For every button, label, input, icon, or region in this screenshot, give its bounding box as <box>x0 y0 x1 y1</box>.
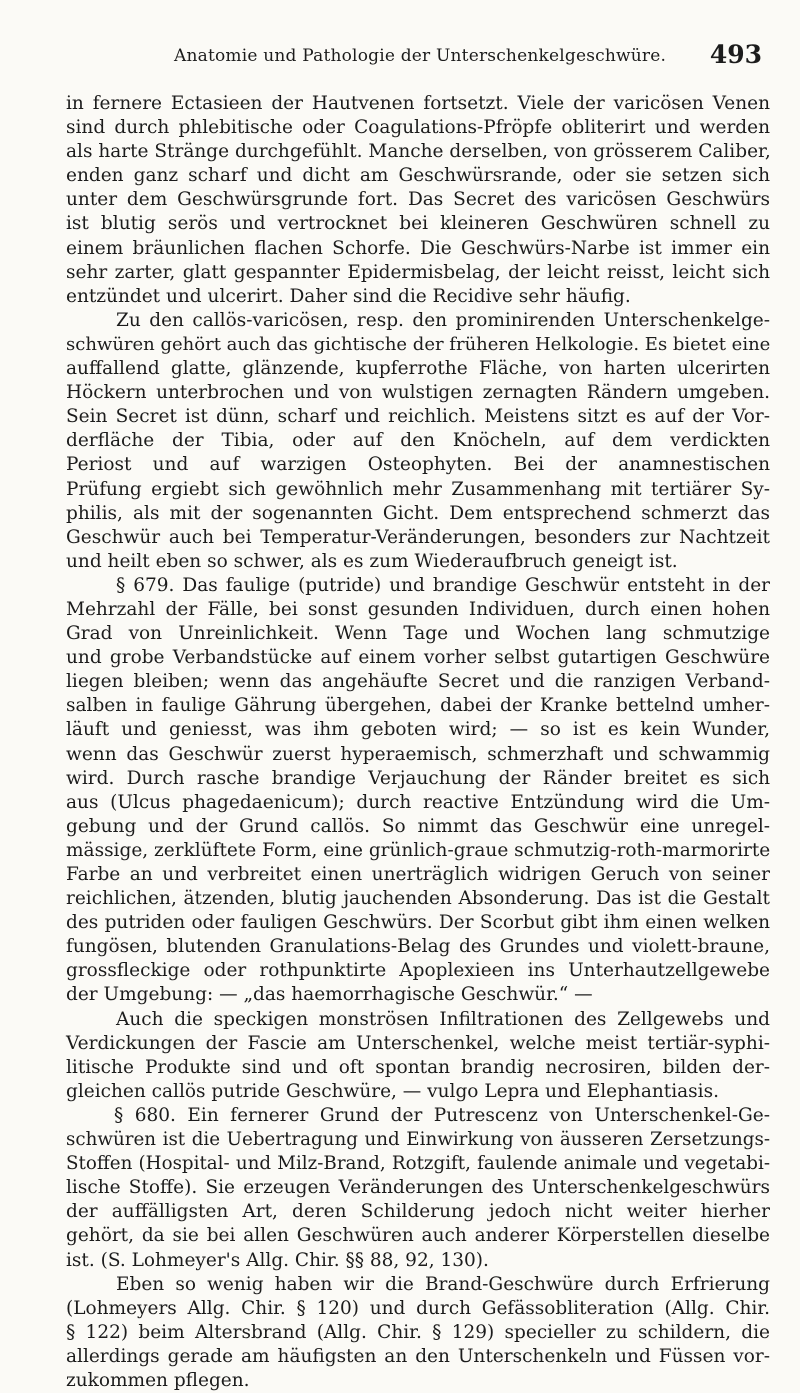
text-line: und heilt eben so schwer, als es zum Wiederaufbruch geneigt ist. <box>66 550 678 572</box>
text-line: litische Produkte sind und oft spontan brandig necrosiren, bilden der- <box>66 1056 770 1078</box>
text-line: allerdings gerade am häufigsten an den Unterschenkeln und Füssen vor- <box>66 1345 770 1367</box>
text-line: Eben so wenig haben wir die Brand-Geschwüre durch Erfrierung <box>116 1273 770 1295</box>
text-line: Farbe an und verbreitet einen unerträglich widrigen Geruch von seiner <box>66 864 770 885</box>
text-line: als harte Stränge durchgefühlt. Manche derselben, von grösserem Caliber, <box>66 141 771 163</box>
text-line: gleichen callös putride Geschwüre, — vulgo Lepra und Elephantiasis. <box>66 1080 719 1102</box>
text-line: § 679. Das faulige (putride) und brandige Geschwür entsteht in der <box>116 574 770 596</box>
text-line: ist. (S. Lohmeyer's Allg. Chir. §§ 88, 92, 130). <box>66 1249 489 1271</box>
text-line: reichlichen, ätzenden, blutig jauchenden Absonderung. Das ist die Gestalt <box>66 888 770 910</box>
text-line: Zu den callös-varicösen, resp. den prominirenden Unterschenkelge- <box>116 309 770 331</box>
text-line: (Lohmeyers Allg. Chir. § 120) und durch Gefässobliteration (Allg. Chir. <box>66 1297 770 1319</box>
text-line: philis, als mit der sogenannten Gicht. Dem entsprechend schmerzt das <box>66 502 770 524</box>
text-line: aus (Ulcus phagedaenicum); durch reactive Entzündung wird die Um- <box>66 791 770 813</box>
text-line: liegen bleiben; wenn das angehäufte Secret und die ranzigen Verband- <box>66 671 770 693</box>
text-line: wird. Durch rasche brandige Verjauchung der Ränder breitet es sich <box>66 767 770 789</box>
text-line: derfläche der Tibia, oder auf den Knöcheln, auf dem verdickten <box>66 430 770 452</box>
body-text <box>66 92 770 1393</box>
text-line: des putriden oder fauligen Geschwürs. Der Scorbut gibt ihm einen welken <box>66 912 770 934</box>
text-line: entzündet und ulcerirt. Daher sind die Recidive sehr häufig. <box>66 285 631 307</box>
text-line: Sein Secret ist dünn, scharf und reichlich. Meistens sitzt es auf der Vor- <box>66 406 770 428</box>
text-line: ist blutig serös und vertrocknet bei kleineren Geschwüren schnell zu <box>66 213 770 235</box>
text-line: salben in faulige Gährung übergehen, dabei der Kranke bettelnd umher- <box>66 695 770 717</box>
page-header <box>68 38 770 72</box>
text-line: Stoffen (Hospital- und Milz-Brand, Rotzgift, faulende animale und vegetabi- <box>66 1153 770 1175</box>
text-line: grossfleckige oder rothpunktirte Apoplexieen ins Unterhautzellgewebe <box>66 960 770 982</box>
text-line: § 122) beim Altersbrand (Allg. Chir. § 129) specieller zu schildern, die <box>66 1321 770 1343</box>
text-line: Auch die speckigen monströsen Infiltrationen des Zellgewebs und <box>116 1008 770 1030</box>
text-line: unter dem Geschwürsgrunde fort. Das Secret des varicösen Geschwürs <box>66 189 770 211</box>
text-line: sehr zarter, glatt gespannter Epidermisbelag, der leicht reisst, leicht sich <box>66 261 770 283</box>
text-line: Grad von Unreinlichkeit. Wenn Tage und Wochen lang schmutzige <box>66 623 770 645</box>
text-line: enden ganz scharf und dicht am Geschwürsrande, oder sie setzen sich <box>66 165 770 187</box>
text-line: in fernere Ectasieen der Hautvenen fortsetzt. Viele der varicösen Venen <box>66 93 770 114</box>
text-line: Periost und auf warzigen Osteophyten. Bei der anamnestischen <box>66 454 770 476</box>
running-title: Anatomie und Pathologie der Unterschenkelgeschwüre. <box>174 46 667 66</box>
text-line: Geschwür auch bei Temperatur-Veränderungen, besonders zur Nachtzeit <box>66 526 770 548</box>
text-line: schwüren ist die Uebertragung und Einwirkung von äusseren Zersetzungs- <box>66 1129 770 1151</box>
text-line: der auffälligsten Art, deren Schilderung jedoch nicht weiter hierher <box>66 1201 770 1223</box>
text-line: einem bräunlichen flachen Schorfe. Die Geschwürs-Narbe ist immer ein <box>66 237 770 259</box>
text-line: Verdickungen der Fascie am Unterschenkel, welche meist tertiär-syphi- <box>66 1032 770 1054</box>
text-line: § 680. Ein fernerer Grund der Putrescenz von Unterschenkel-Ge- <box>114 1104 770 1126</box>
text-line: und grobe Verbandstücke auf einem vorher selbst gutartigen Geschwüre <box>66 647 770 669</box>
text-line: lische Stoffe). Sie erzeugen Veränderungen des Unterschenkelgeschwürs <box>66 1177 770 1199</box>
text-line: schwüren gehört auch das gichtische der früheren Helkologie. Es bietet eine <box>66 333 771 355</box>
text-line: gebung und der Grund callös. So nimmt das Geschwür eine unregel- <box>66 815 770 837</box>
text-line: Mehrzahl der Fälle, bei sonst gesunden Individuen, durch einen hohen <box>66 598 770 620</box>
page-number: 493 <box>709 40 762 69</box>
text-line: fungösen, blutenden Granulations-Belag des Grundes und violett-braune, <box>66 936 770 958</box>
text-line: der Umgebung: — „das haemorrhagische Geschwür.“ — <box>66 984 593 1006</box>
text-line: wenn das Geschwür zuerst hyperaemisch, schmerzhaft und schwammig <box>66 743 770 765</box>
text-line: zukommen pflegen. <box>66 1369 250 1391</box>
text-line: mässige, zerklüftete Form, eine grünlich-graue schmutzig-roth-marmorirte <box>66 839 771 861</box>
text-line: auffallend glatte, glänzende, kupferrothe Fläche, von harten ulcerirten <box>66 358 770 380</box>
text-line: läuft und geniesst, was ihm geboten wird; — so ist es kein Wunder, <box>66 719 770 741</box>
text-line: sind durch phlebitische oder Coagulations-Pfröpfe obliterirt und werden <box>66 117 770 139</box>
text-line: gehört, da sie bei allen Geschwüren auch anderer Körperstellen dieselbe <box>66 1225 770 1247</box>
text-line: Prüfung ergiebt sich gewöhnlich mehr Zusammenhang mit tertiärer Sy- <box>66 478 770 500</box>
text-line: Höckern unterbrochen und von wulstigen zernagten Rändern umgeben. <box>66 382 770 404</box>
